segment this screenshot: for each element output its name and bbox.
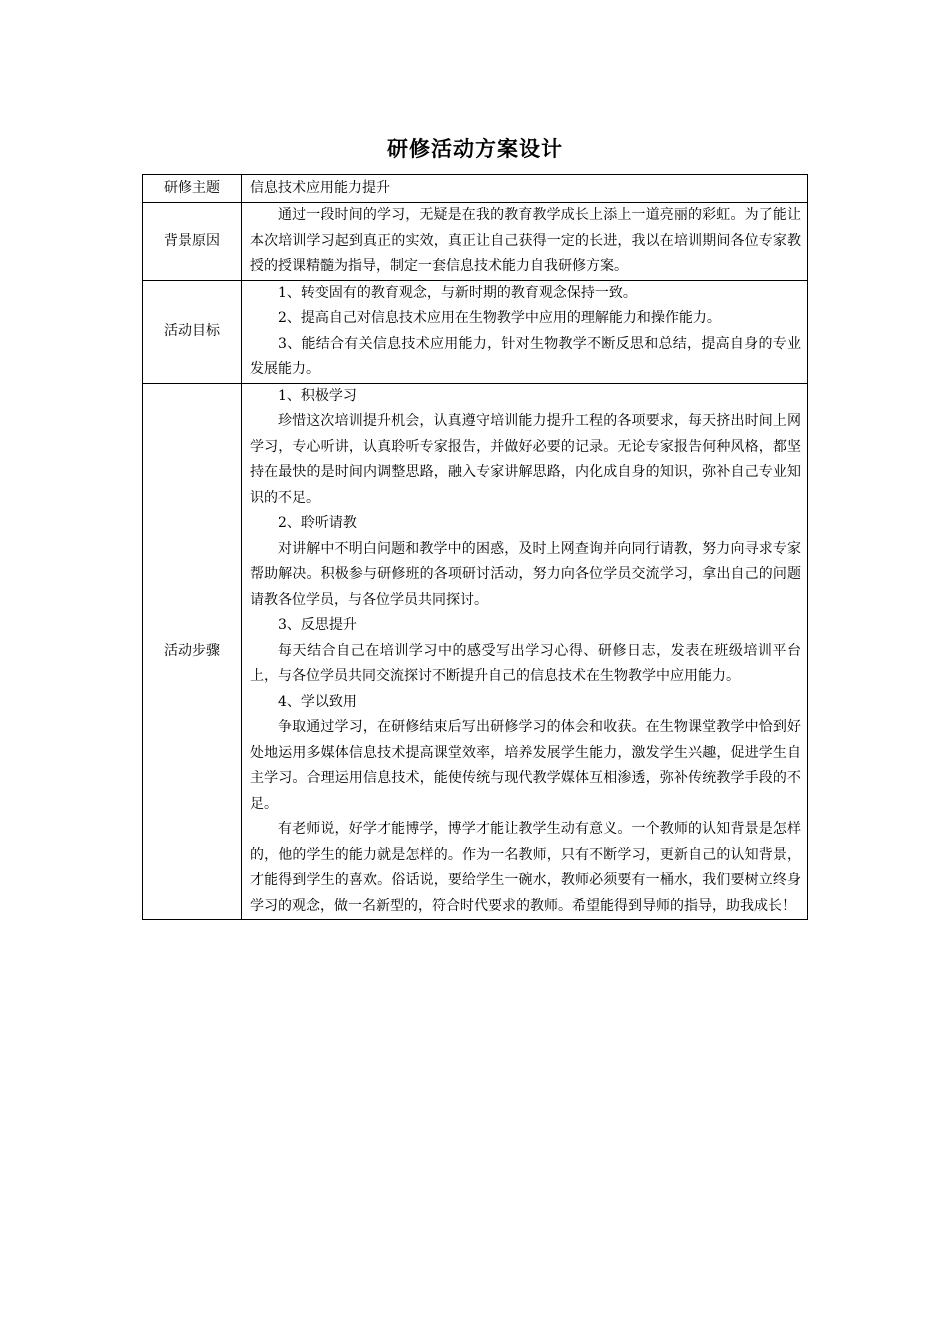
goals-label: 活动目标 — [143, 280, 242, 383]
step-paragraph: 对讲解中不明白问题和教学中的困惑，及时上网查询并向同行请教，努力向寻求专家帮助解决。积极参与研修班的各项研讨活动，努力向各位学员交流学习，拿出自己的问题请教各位学员，与各位学员共同探讨。 — [250, 540, 801, 608]
step-heading: 4、学以致用 — [278, 693, 357, 710]
steps-label: 活动步骤 — [143, 383, 242, 920]
theme-value: 信息技术应用能力提升 — [242, 175, 808, 203]
steps-content — [242, 383, 808, 920]
table-row-background — [143, 203, 808, 281]
step-heading: 2、聆听请教 — [278, 515, 357, 531]
background-label: 背景原因 — [143, 203, 242, 281]
step-paragraph: 珍惜这次培训提升机会，认真遵守培训能力提升工程的各项要求，每天挤出时间上网学习，专心听讲，认真聆听专家报告，并做好必要的记录。无论专家报告何种风格，都坚持在最快的是时间内调整思路，融入专家讲解思路，内化成自身的知识，弥补自己专业知识的不足。 — [250, 413, 801, 506]
page-title: 研修活动方案设计 — [387, 136, 563, 161]
plan-table — [142, 174, 808, 920]
table-row-theme — [143, 175, 808, 203]
table-row-steps — [143, 383, 808, 920]
closing-paragraph: 有老师说，好学才能博学，博学才能让教学生动有意义。一个教师的认知背景是怎样的，他的学生的能力就是怎样的。作为一名教师，只有不断学习，更新自己的认知背景，才能得到学生的喜欢。俗话说，要给学生一碗水，教师必须要有一桶水，我们要树立终身学习的观念，做一名新型的，符合时代要求的教师。希望能得到导师的指导，助我成长！ — [250, 821, 801, 914]
goal-item: 3、能结合有关信息技术应用能力，针对生物教学不断反思和总结，提高自身的专业发展能力。 — [250, 335, 801, 377]
goal-item: 1、转变固有的教育观念，与新时期的教育观念保持一致。 — [278, 284, 637, 301]
step-paragraph: 争取通过学习，在研修结束后写出研修学习的体会和收获。在生物课堂教学中恰到好处地运用多媒体信息技术提高课堂效率，培养发展学生能力，激发学生兴趣，促进学生自主学习。合理运用信息技术，能使传统与现代教学媒体互相渗透，弥补传统教学手段的不足。 — [250, 719, 801, 812]
goal-item: 2、提高自己对信息技术应用在生物教学中应用的理解能力和操作能力。 — [278, 310, 721, 326]
background-content — [242, 203, 808, 281]
theme-label: 研修主题 — [143, 175, 242, 203]
table-row-goals — [143, 280, 808, 383]
step-heading: 3、反思提升 — [278, 617, 357, 633]
goals-content — [242, 280, 808, 383]
background-paragraph: 通过一段时间的学习，无疑是在我的教育教学成长上添上一道亮丽的彩虹。为了能让本次培训学习起到真正的实效，真正让自己获得一定的长进，我以在培训期间各位专家教授的授课精髓为指导，制定一套信息技术能力自我研修方案。 — [250, 207, 801, 274]
step-heading: 1、积极学习 — [278, 387, 357, 404]
step-paragraph: 每天结合自己在培训学习中的感受写出学习心得、研修日志，发表在班级培训平台上，与各位学员共同交流探讨不断提升自己的信息技术在生物教学中应用能力。 — [250, 642, 801, 684]
